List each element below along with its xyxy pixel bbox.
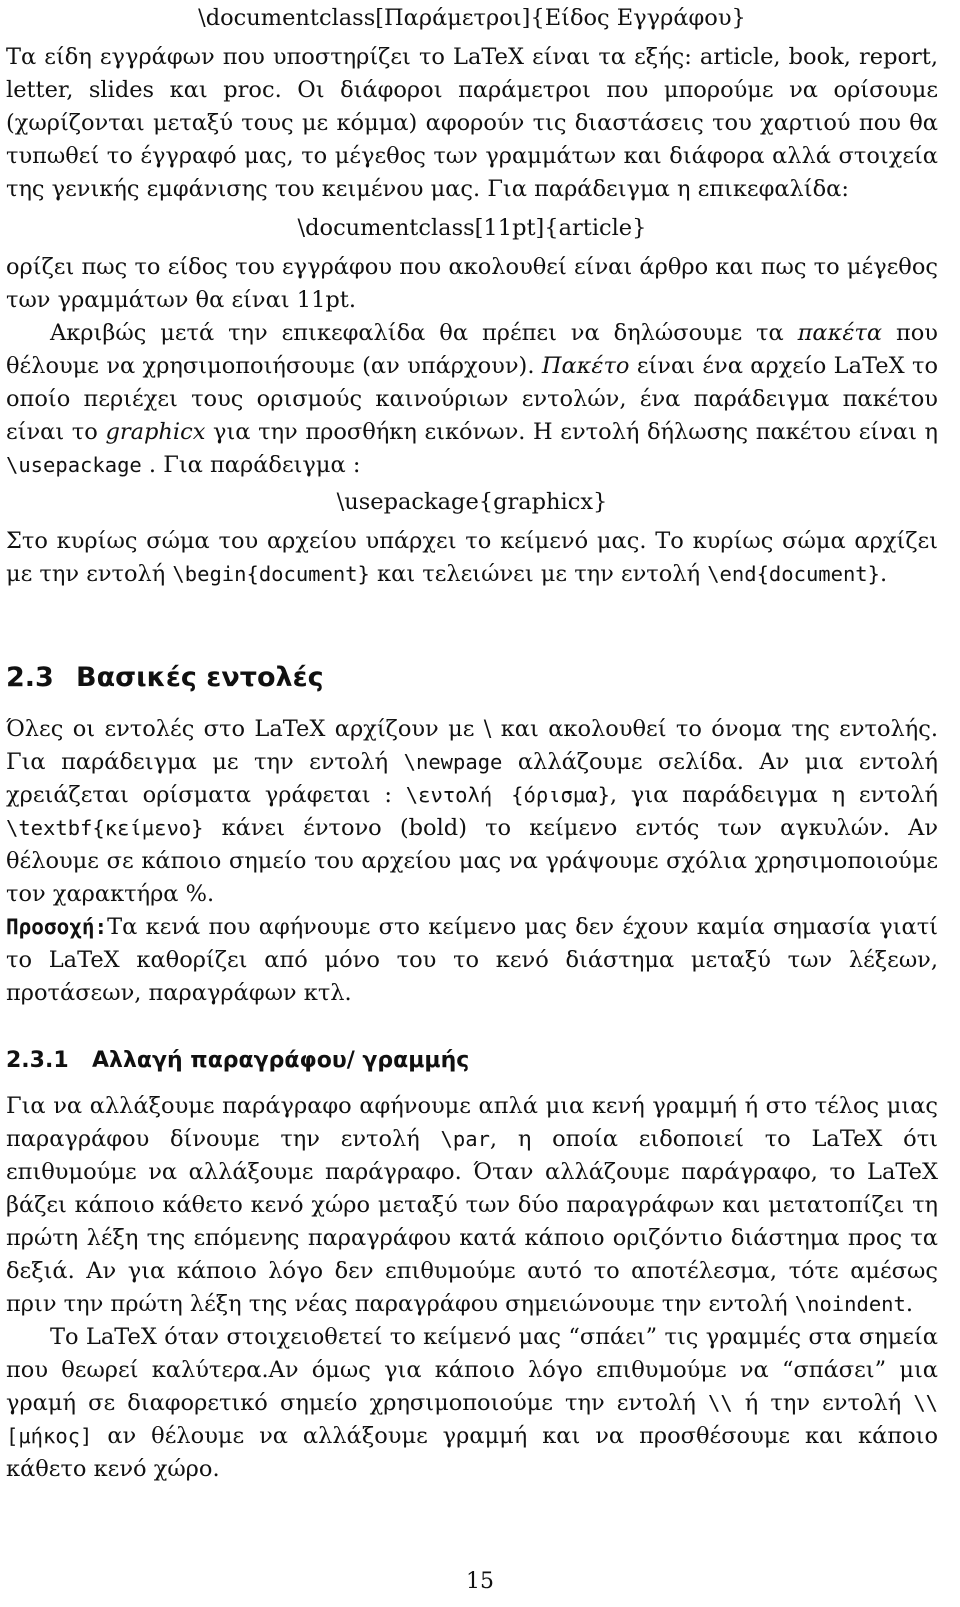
newpage-command: \newpage xyxy=(403,750,503,774)
section-heading xyxy=(6,661,938,695)
linebreak-command: \\ xyxy=(707,1391,733,1415)
paragraph-document-types: Τα είδη εγγράφων που υποστηρίζει το LaTeX είναι τα εξής: article, book, report, letter, slides και proc. Οι διάφοροι παράμετροι που μπορούμε να ορίσουμε (χωρίζονται μεταξύ τους με κόμμα) αφορούν τις διαστάσεις του χαρτιού που θα τυπωθεί το έγγραφό μας, το μέγεθος των γραμμάτων και διάφορα αλλά στοιχεία της γενικής εμφάνισης του κειμένου μας. Για παράδειγμα η επικεφαλίδα: xyxy=(6,44,938,202)
graphicx-term: graphicx xyxy=(105,419,206,445)
paragraph-document-body: Στο κυρίως σώμα του αρχείου υπάρχει το κείμενό μας. Το κυρίως σώμα αρχίζει με την εντολή \begin{document} και τελειώνει με την εντολή \end{document}. xyxy=(6,528,938,587)
document-page xyxy=(0,2,960,1607)
end-document-command: \end{document} xyxy=(707,562,880,586)
subsection-heading xyxy=(6,1046,938,1076)
noindent-command: \noindent xyxy=(794,1292,906,1316)
attention-label: Προσοχή: xyxy=(6,915,108,939)
par-command: \par xyxy=(440,1127,490,1151)
section-title: Βασικές εντολές xyxy=(76,662,324,693)
subsection-title: Αλλαγή παραγράφου/ γραμμής xyxy=(92,1048,470,1073)
linebreak-length-command: \\[μήκος] xyxy=(6,1391,938,1448)
package-term: Πακέτο xyxy=(541,353,630,379)
command-argument-syntax: \εντολή {όρισμα} xyxy=(405,783,610,807)
packages-term: πακέτα xyxy=(797,320,883,346)
usepackage-example: \usepackage{graphicx} xyxy=(336,489,608,515)
textbf-command: \textbf{κείμενο} xyxy=(6,816,204,840)
paragraph-attention: Προσοχή:Τα κενά που αφήνουμε στο κείμενο μας δεν έχουν καμία σημασία γιατί το LaTeX καθορίζει από μόνο του το κενό διάστημα μεταξύ των λέξεων, προτάσεων, παραγράφων κτλ. xyxy=(6,914,938,1006)
page-number: 15 xyxy=(466,1569,494,1594)
subsection-number: 2.3.1 xyxy=(6,1048,69,1073)
section-number: 2.3 xyxy=(6,662,54,693)
paragraph-packages: Ακριβώς μετά την επικεφαλίδα θα πρέπει να δηλώσουμε τα πακέτα που θέλουμε να χρησιμοποιήσουμε (αν υπάρχουν). Πακέτο είναι ένα αρχείο LaTeX το οποίο περιέχει τους ορισμούς καινούριων εντολών, ένα παράδειγμα πακέτου είναι το graphicx για την προσθήκη εικόνων. Η εντολή δήλωσης πακέτου είναι η \usepackage . Για παράδειγμα : xyxy=(6,320,938,478)
paragraph-documentclass-explanation: ορίζει πως το είδος του εγγράφου που ακολουθεί είναι άρθρο και πως το μέγεθος των γραμμάτων θα είναι 11pt. xyxy=(6,254,938,313)
paragraph-line-break: Το LaTeX όταν στοιχειοθετεί το κείμενό μας “σπάει” τις γραμμές στα σημεία που θεωρεί καλύτερα.Αν όμως για κάποιο λόγο επιθυμούμε να “σπάσει” μια γραμή σε διαφορετικό σημείο χρησιμοποιούμε την εντολή \\ ή την εντολή \\[μήκος] αν θέλουμε να αλλάξουμε γραμμή και να προσθέσουμε και κάποιο κάθετο κενό χώρο. xyxy=(6,1324,938,1482)
usepackage-command: \usepackage xyxy=(6,453,142,477)
begin-document-command: \begin{document} xyxy=(172,562,370,586)
documentclass-example: \documentclass[11pt]{article} xyxy=(297,215,647,241)
documentclass-syntax-line: \documentclass[Παράμετροι]{Είδος Εγγράφου} xyxy=(198,5,746,31)
paragraph-basic-commands: Όλες οι εντολές στο LaTeX αρχίζουν με \ και ακολουθεί το όνομα της εντολής. Για παράδειγμα με την εντολή \newpage αλλάζουμε σελίδα. Αν μια εντολή χρειάζεται ορίσματα γράφεται : \εντολή {όρισμα}, για παράδειγμα η εντολή \textbf{κείμενο} κάνει έντονο (bold) το κείμενο εντός των αγκυλών. Αν θέλουμε σε κάποιο σημείο του αρχείου μας να γράψουμε σχόλια χρησιμοποιούμε τον χαρακτήρα %. xyxy=(6,716,938,907)
paragraph-new-paragraph: Για να αλλάξουμε παράγραφο αφήνουμε απλά μια κενή γραμμή ή στο τέλος μιας παραγράφου δίνουμε την εντολή \par, η οποία ειδοποιεί το LaTeX ότι επιθυμούμε να αλλάξουμε παράγραφο. Όταν αλλάζουμε παράγραφο, το LaTeX βάζει κάποιο κάθετο κενό χώρο μεταξύ των δύο παραγράφων και μετατοπίζει τη πρώτη λέξη της επόμενης παραγράφου κατά κάποιο οριζόντιο διάστημα προς τα δεξιά. Αν για κάποιο λόγο δεν επιθυμούμε αυτό το αποτέλεσμα, τότε αμέσως πριν την πρώτη λέξη της νέας παραγράφου σημειώνουμε την εντολή \noindent. xyxy=(6,1093,939,1317)
